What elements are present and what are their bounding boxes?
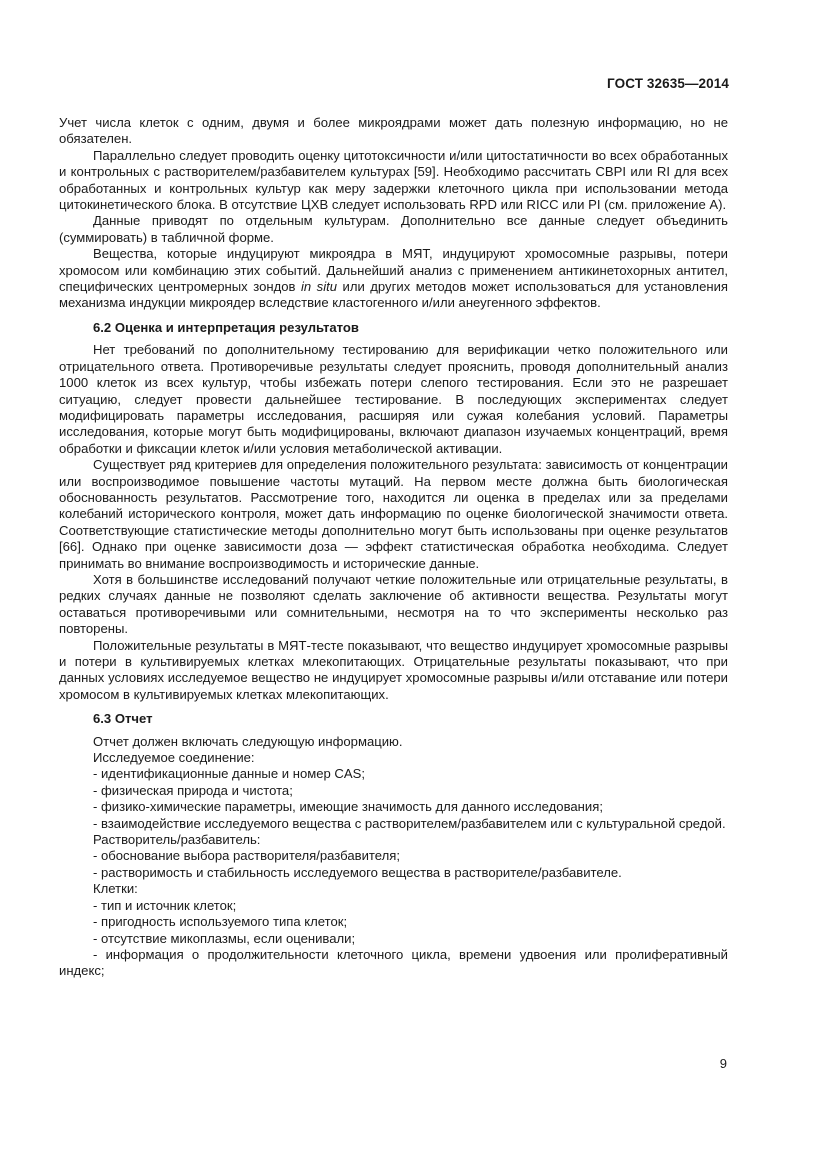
paragraph: Параллельно следует проводить оценку цитотоксичности и/или цитостатичности во всех обработанных и контрольных с растворителем/разбавителем культурах [59]. Необходимо рассчитать CBPI или RI для всех обработанных и контрольных культур как меру задержки клеточного цикла при использовании метода цитокинетического блока. В отсутствие ЦХВ следует использовать RPD или RICC или PI (см. приложение А). [59,147,728,213]
paragraph: Положительные результаты в МЯТ-тесте показывают, что вещество индуцирует хромосомные разрывы и потери в культивируемых клетках млекопитающих. Отрицательные результаты показывают, что при данных условиях исследуемое вещество не индуцирует хромосомные разрывы и/или отставание или потери хромосом в культивируемых клетках млекопитающих. [59,637,728,702]
list-item: - физическая природа и чистота; [93,782,293,798]
document-code: ГОСТ 32635—2014 [607,76,729,91]
list-item: - обоснование выбора растворителя/разбавителя; [93,848,400,864]
page-number: 9 [719,1056,727,1071]
list-item: Растворитель/разбавитель: [93,832,261,848]
list-item: - идентификационные данные и номер CAS; [93,766,365,782]
paragraph: Существует ряд критериев для определения положительного результата: зависимость от концентрации или воспроизводимое повышение частоты мутаций. На первом месте должна быть биологическая обоснованность результатов. Рассмотрение того, находится ли оценка в пределах или за пределами колебаний исторического контроля, может дать информацию по оценке биологической значимости ответа. Соответствующие статистические методы дополнительно могут быть использованы при оценке результатов [66]. Однако при оценке зависимости доза — эффект статистическая обработка необходима. Следует принимать во внимание воспроизводимость и исторические данные. [59,457,728,571]
list-item: Отчет должен включать следующую информацию. [93,733,403,749]
paragraph-italic-text: in situ [300,279,338,295]
list-item: - растворимость и стабильность исследуемого вещества в растворителе/разбавителе. [93,864,622,880]
section-heading: 6.2 Оценка и интерпретация результатов [93,319,359,335]
list-item: Клетки: [93,881,138,897]
list-item: - тип и источник клеток; [93,897,237,913]
list-item: - пригодность используемого типа клеток; [93,914,348,930]
document-body [59,115,728,980]
paragraph: Данные приводят по отдельным культурам. Дополнительно все данные следует объединить (суммировать) в табличной форме. [59,213,728,245]
paragraph [59,246,728,312]
list-item: - физико-химические параметры, имеющие значимость для данного исследования; [93,799,603,815]
paragraph-text: Вещества, которые индуцируют микроядра в МЯТ, индуцируют хромосомные разрывы, потери хромосом или комбинацию этих событий. Дальнейший анализ с применением антикинетохорных антител, специфических центромерных зондов [59,246,728,295]
section-heading: 6.3 Отчет [93,711,153,727]
paragraph: Учет числа клеток с одним, двумя и более микроядрами может дать полезную информацию, но не обязателен. [59,115,728,147]
list-item: - отсутствие микоплазмы, если оценивали; [93,930,356,946]
list-item: - информация о продолжительности клеточного цикла, времени удвоения или пролиферативный индекс; [59,946,728,979]
paragraph-text: или других методов может использоваться для установления механизма индукции микроядер вследствие кластогенного и/или анеугенного эффектов. [59,279,728,311]
paragraph: Хотя в большинстве исследований получают четкие положительные или отрицательные результаты, в редких случаях данные не позволяют сделать заключение об активности вещества. Результаты могут оставаться противоречивыми или сомнительными, несмотря на то что эксперименты несколько раз повторены. [59,571,728,637]
list-item: - взаимодействие исследуемого вещества с растворителем/разбавителем или с культуральной средой. [93,815,726,831]
list-item: Исследуемое соединение: [93,750,255,766]
paragraph: Нет требований по дополнительному тестированию для верификации четко положительного или отрицательного ответа. Противоречивые результаты следует прояснить, проводя дополнительный анализ 1000 клеток из всех культур, чтобы избежать потери слепого тестирования. Если это не разрешает ситуацию, следует провести дальнейшее тестирование. В последующих экспериментах следует модифицировать параметры исследования, расширяя или сужая колебания условий. Параметры исследования, которые могут быть модифицированы, включают диапазон изучаемых концентраций, время обработки и фиксации клеток и/или условия метаболической активации. [59,342,728,456]
